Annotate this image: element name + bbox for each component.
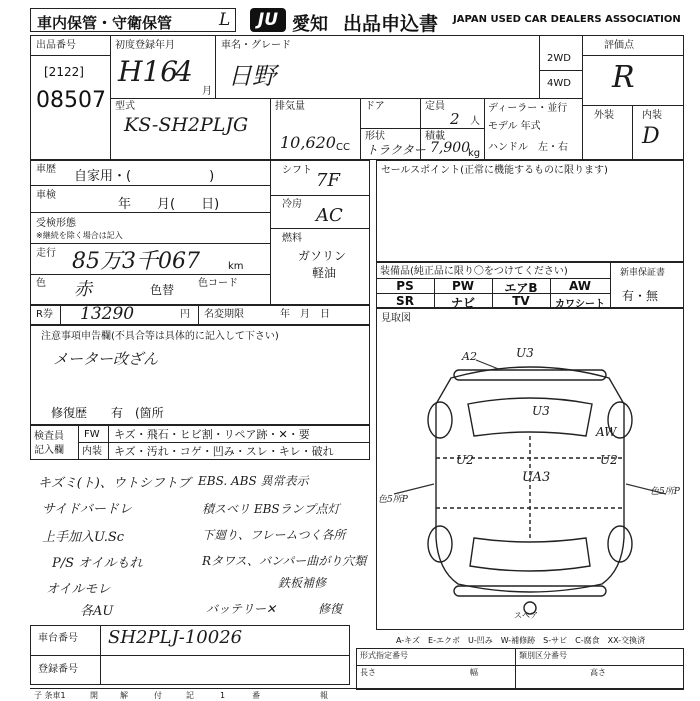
model-year-label: モデル 年式 <box>488 121 541 132</box>
fuel-diesel: 軽油 <box>312 266 337 280</box>
score-value: R <box>612 60 635 95</box>
comments-area: キズミ(ト)、ウトシフトブ サイドバードレ 上手加入U.Sc P/S オイルもれ オイルモレ 各AU EBS. ABS 異常表示 積スベリ EBSランプ点灯 下廻り、フレームつく各所 Rタワス、バンパー曲がり穴類 鉄板補修 バッテリー✕ 修復 <box>38 474 367 619</box>
load-value: 7,900 <box>430 140 471 156</box>
interior-grade: D <box>642 124 660 149</box>
jushin-label: 受検形態 <box>36 218 76 229</box>
mark-ua3: UA3 <box>522 470 551 485</box>
notes-box <box>30 325 370 425</box>
diagram-label: 見取図 <box>381 313 411 324</box>
mileage-label: 走行 <box>36 248 56 259</box>
dealer-label: ディーラー・並行 <box>488 103 568 114</box>
color-label: 色 <box>36 278 46 289</box>
equip-sr: SR <box>396 294 414 308</box>
name-change-label: 名変期限 <box>204 309 244 320</box>
damage-legend: A-キズ E-エクボ U-凹み W-補修跡 S-サビ C-腐食 XX-交換済 <box>396 636 646 645</box>
score-label: 評価点 <box>604 40 634 51</box>
displacement-value: 10,620 <box>280 133 336 152</box>
fuel-gasoline: ガソリン <box>298 249 347 263</box>
equip-pw: PW <box>451 279 475 293</box>
color-change: 色替 <box>150 283 175 297</box>
capacity-value: 2 <box>450 110 460 128</box>
interior-items: キズ・汚れ・コゲ・凹み・スレ・キレ・破れ <box>114 445 334 458</box>
equip-kawa-seat: カワシート <box>555 299 605 310</box>
recycle-value: 13290 <box>80 304 135 324</box>
bottom-strip: 子 条車1 開 解 付 記 1 番 報 <box>30 688 684 701</box>
drive-2wd: 2WD <box>547 53 571 64</box>
handle-label: ハンドル 左・右 <box>488 142 568 153</box>
capacity-label: 定員 <box>425 101 445 112</box>
drive-4wd: 4WD <box>547 78 571 89</box>
mileage-value: 85万3千067 <box>72 249 200 274</box>
recycle-label: R券 <box>36 309 53 320</box>
org-name: 愛知 <box>292 14 328 35</box>
shift-value: 7F <box>316 170 340 191</box>
mark-u3-roof: U3 <box>532 404 550 418</box>
lot-number-label: 出品番号 <box>36 40 76 51</box>
interior-label: 内装 <box>642 110 662 121</box>
shift-label: シフト <box>282 165 312 176</box>
windshield <box>468 398 592 436</box>
sales-point-label: セールスポイント(正常に機能するものに限ります) <box>381 165 608 176</box>
storage-box <box>30 8 236 32</box>
first-reg-label: 初度登録年月 <box>115 40 175 51</box>
chassis-label: 車台番号 <box>38 633 78 644</box>
storage-mark: L <box>219 10 231 30</box>
repair-history: 修復歴 有 (箇所 <box>51 406 164 420</box>
wheel-rear-left <box>428 526 452 562</box>
equip-airbag: エアB <box>504 281 538 295</box>
mark-a2: A2 <box>462 350 477 363</box>
recorder-label: 記入欄 <box>34 445 64 456</box>
mark-paint-right: 色5所P <box>650 487 680 497</box>
fw-items: キズ・飛石・ヒビ割・リペア跡・✕・要 <box>114 428 310 441</box>
mark-u2-left: U2 <box>456 453 474 467</box>
type-value: KS-SH2PLJG <box>124 114 249 136</box>
mark-paint-left: 色5所P <box>378 495 408 505</box>
inspector-label: 検査員 <box>34 431 64 442</box>
displacement-label: 排気量 <box>275 101 305 112</box>
car-name: 日野 <box>228 62 276 90</box>
chassis-value: SH2PLJ-10026 <box>108 627 243 648</box>
spare-label: スペア <box>514 611 538 620</box>
notes-label: 注意事項申告欄(不具合等は具体的に記入して下さい) <box>41 331 279 342</box>
shape-label: 形状 <box>365 131 385 142</box>
car-name-label: 車名・グレード <box>221 40 291 51</box>
shape-value: トラクター <box>366 143 426 157</box>
wheel-rear-right <box>608 526 632 562</box>
equip-tv: TV <box>512 294 530 308</box>
first-reg-year: H16 <box>118 55 179 88</box>
type-label: 型式 <box>115 101 135 112</box>
lot-sub-number: [2122] <box>44 65 84 79</box>
notes-line1: メーター改ざん <box>53 350 159 368</box>
load-label: 積載 <box>425 131 445 142</box>
association-name: JAPAN USED CAR DEALERS ASSOCIATION <box>453 14 681 25</box>
equip-navi: ナビ <box>450 296 475 310</box>
wheel-front-left <box>428 402 452 438</box>
form-title: 出品申込書 <box>343 13 439 35</box>
equipment-label: 装備品(純正品に限り〇をつけてください) <box>380 266 568 277</box>
ju-logo: JU <box>250 8 286 32</box>
history-label: 車歴 <box>36 164 56 175</box>
lot-number: 08507 <box>36 88 106 113</box>
door-label: ドア <box>365 101 385 112</box>
aircon-value: AC <box>316 205 343 226</box>
shaken-label: 車検 <box>36 190 56 201</box>
equip-aw: AW <box>569 279 591 293</box>
mark-aw: AW <box>596 425 617 439</box>
aircon-label: 冷房 <box>282 199 302 210</box>
warranty-value: 有・無 <box>622 289 659 303</box>
exterior-label: 外装 <box>594 110 614 121</box>
color-value: 赤 <box>74 279 92 300</box>
equip-ps: PS <box>396 279 414 293</box>
mark-u3-top: U3 <box>516 346 534 360</box>
storage-label: 車内保管・守衛保管 <box>37 14 173 32</box>
color-code-label: 色コード <box>198 278 238 289</box>
first-reg-month: 4 <box>175 55 193 88</box>
reg-label: 登録番号 <box>38 664 78 675</box>
history-value: 自家用・( ) <box>74 169 215 184</box>
rear-window <box>470 538 590 571</box>
mark-u2-right: U2 <box>600 453 618 467</box>
fuel-label: 燃料 <box>282 233 302 244</box>
sales-point-box <box>376 160 684 262</box>
warranty-label: 新車保証書 <box>620 268 666 278</box>
